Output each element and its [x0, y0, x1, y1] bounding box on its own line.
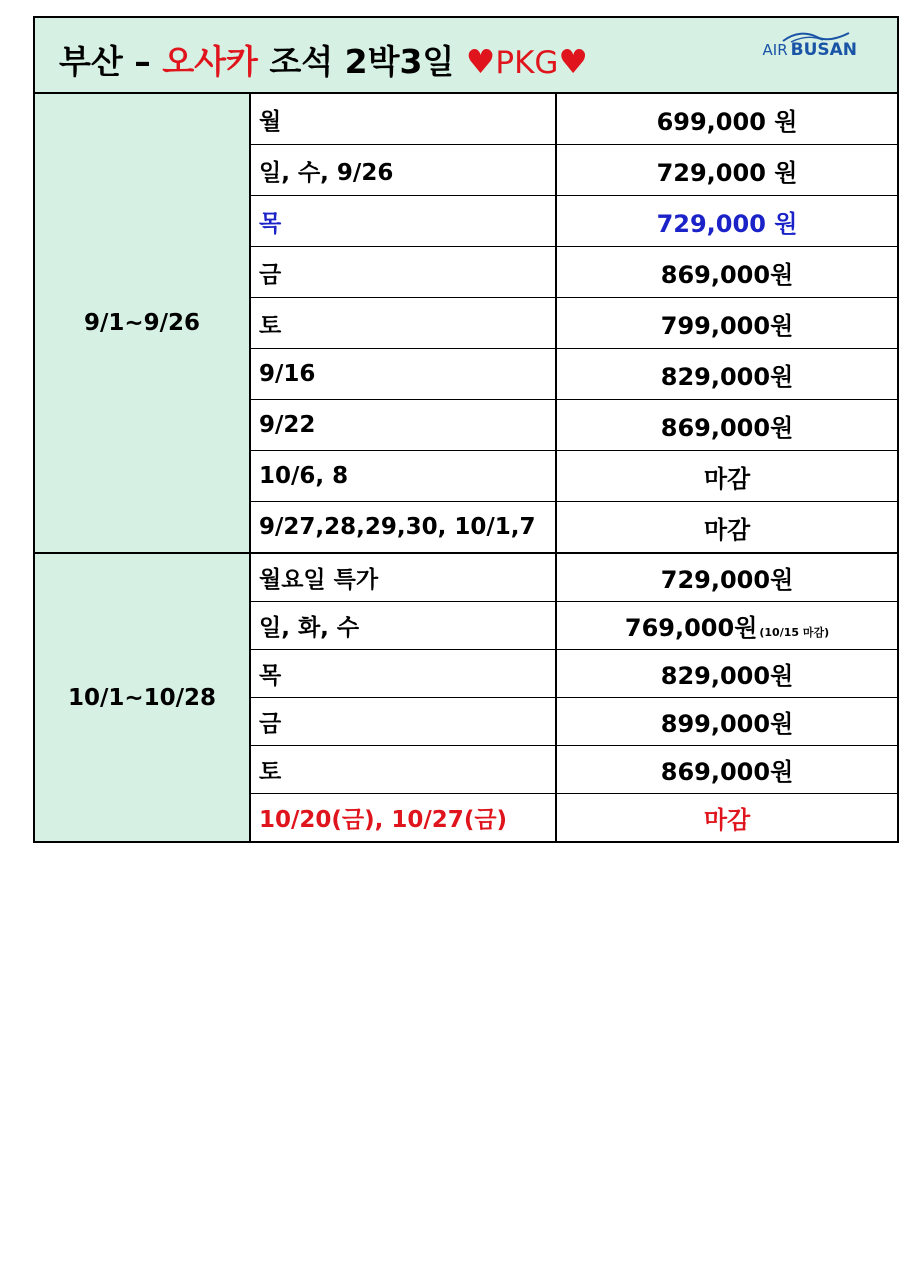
price-cell: [556, 196, 898, 247]
price-value: 829,000원: [660, 362, 794, 391]
price-value: 마감: [703, 806, 751, 834]
day-cell: 9/16: [250, 349, 556, 400]
price-cell: [556, 400, 898, 451]
day-cell: 목: [250, 650, 556, 698]
price-cell: [556, 349, 898, 400]
day-cell: 금: [250, 247, 556, 298]
day-cell: 월요일 특가: [250, 553, 556, 602]
title-destination: 오사카: [162, 42, 258, 81]
price-cell: [556, 451, 898, 502]
price-cell: [556, 553, 898, 602]
table-row: [34, 553, 898, 602]
price-value: 799,000원: [660, 311, 794, 340]
price-cell: [556, 298, 898, 349]
price-value: 마감: [703, 464, 751, 493]
price-value: 마감: [703, 515, 751, 544]
price-value: 729,000 원: [656, 209, 798, 238]
price-value: 899,000원: [660, 710, 794, 738]
price-table: [33, 16, 899, 843]
price-cell: [556, 698, 898, 746]
price-cell: [556, 145, 898, 196]
day-cell: 9/27,28,29,30, 10/1,7: [250, 502, 556, 554]
price-value: 869,000원: [660, 758, 794, 786]
logo-busan-text: BUSAN: [790, 40, 858, 60]
period-cell: 9/1~9/26: [34, 93, 250, 553]
price-value: 869,000원: [660, 260, 794, 289]
table-row: [34, 93, 898, 145]
price-value: 729,000원: [660, 566, 794, 594]
price-cell: [556, 746, 898, 794]
day-cell: 토: [250, 298, 556, 349]
day-cell: 10/20(금), 10/27(금): [250, 794, 556, 843]
price-value: 729,000 원: [656, 158, 798, 187]
page-title: [59, 36, 588, 83]
period-cell: 10/1~10/28: [34, 553, 250, 842]
day-cell: 목: [250, 196, 556, 247]
price-cell: [556, 502, 898, 554]
heart-icon: ♥: [465, 42, 496, 81]
day-cell: 금: [250, 698, 556, 746]
price-value: 869,000원: [660, 413, 794, 442]
day-cell: 9/22: [250, 400, 556, 451]
day-cell: 10/6, 8: [250, 451, 556, 502]
title-origin: 부산 –: [59, 42, 163, 81]
heart-icon: ♥: [558, 42, 589, 81]
title-banner: [34, 17, 898, 93]
wave-logo-icon: [781, 30, 851, 44]
day-cell: 일, 수, 9/26: [250, 145, 556, 196]
price-cell: [556, 602, 898, 650]
price-cell: [556, 93, 898, 145]
price-note: (10/15 마감): [759, 626, 830, 639]
price-cell: [556, 650, 898, 698]
day-cell: 월: [250, 93, 556, 145]
price-sheet: [33, 16, 897, 843]
price-cell: [556, 794, 898, 843]
price-value: 829,000원: [660, 662, 794, 690]
day-cell: 토: [250, 746, 556, 794]
airline-logo: [763, 40, 858, 60]
title-pkg: PKG: [495, 45, 559, 81]
title-package-desc: 조석 2박3일: [257, 42, 466, 81]
price-value: 699,000 원: [656, 107, 798, 136]
price-value: 769,000원: [624, 614, 758, 642]
logo-air-text: AIR: [762, 41, 788, 59]
price-cell: [556, 247, 898, 298]
day-cell: 일, 화, 수: [250, 602, 556, 650]
